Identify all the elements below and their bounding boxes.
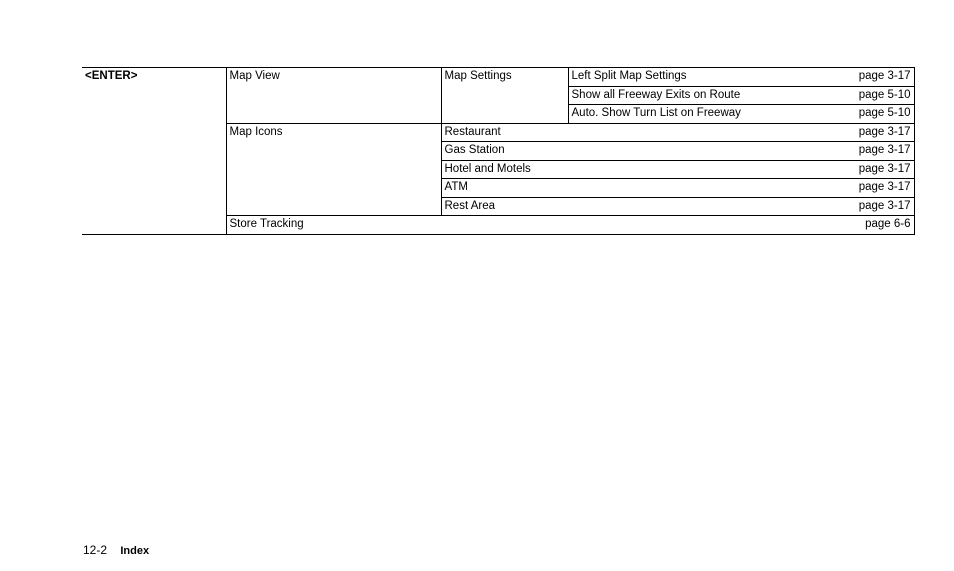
- section-name: Index: [120, 545, 150, 557]
- setting-item-label: Show all Freeway Exits on Route: [568, 86, 798, 105]
- icon-item-page: page 3-17: [798, 197, 914, 216]
- icon-item-page: page 3-17: [798, 123, 914, 142]
- menu-index-table: [82, 67, 915, 235]
- icon-item-label: Restaurant: [441, 123, 798, 142]
- icon-item-label: ATM: [441, 179, 798, 198]
- setting-item-label: Auto. Show Turn List on Freeway: [568, 105, 798, 124]
- map-icons-cell: Map Icons: [226, 123, 441, 216]
- setting-item-page: page 3-17: [798, 68, 914, 87]
- enter-key-cell: <ENTER>: [82, 68, 226, 235]
- setting-item-label: Left Split Map Settings: [568, 68, 798, 87]
- setting-item-page: page 5-10: [798, 105, 914, 124]
- icon-item-page: page 3-17: [798, 142, 914, 161]
- map-view-cell: Map View: [226, 68, 441, 124]
- page-number: 12-2: [83, 543, 108, 557]
- store-tracking-label: Store Tracking: [226, 216, 798, 235]
- icon-item-page: page 3-17: [798, 179, 914, 198]
- map-settings-cell: Map Settings: [441, 68, 568, 124]
- icon-item-label: Gas Station: [441, 142, 798, 161]
- icon-item-page: page 3-17: [798, 160, 914, 179]
- store-tracking-page: page 6-6: [798, 216, 914, 235]
- setting-item-page: page 5-10: [798, 86, 914, 105]
- icon-item-label: Hotel and Motels: [441, 160, 798, 179]
- page-footer: [83, 543, 149, 558]
- icon-item-label: Rest Area: [441, 197, 798, 216]
- table-row: [82, 68, 914, 87]
